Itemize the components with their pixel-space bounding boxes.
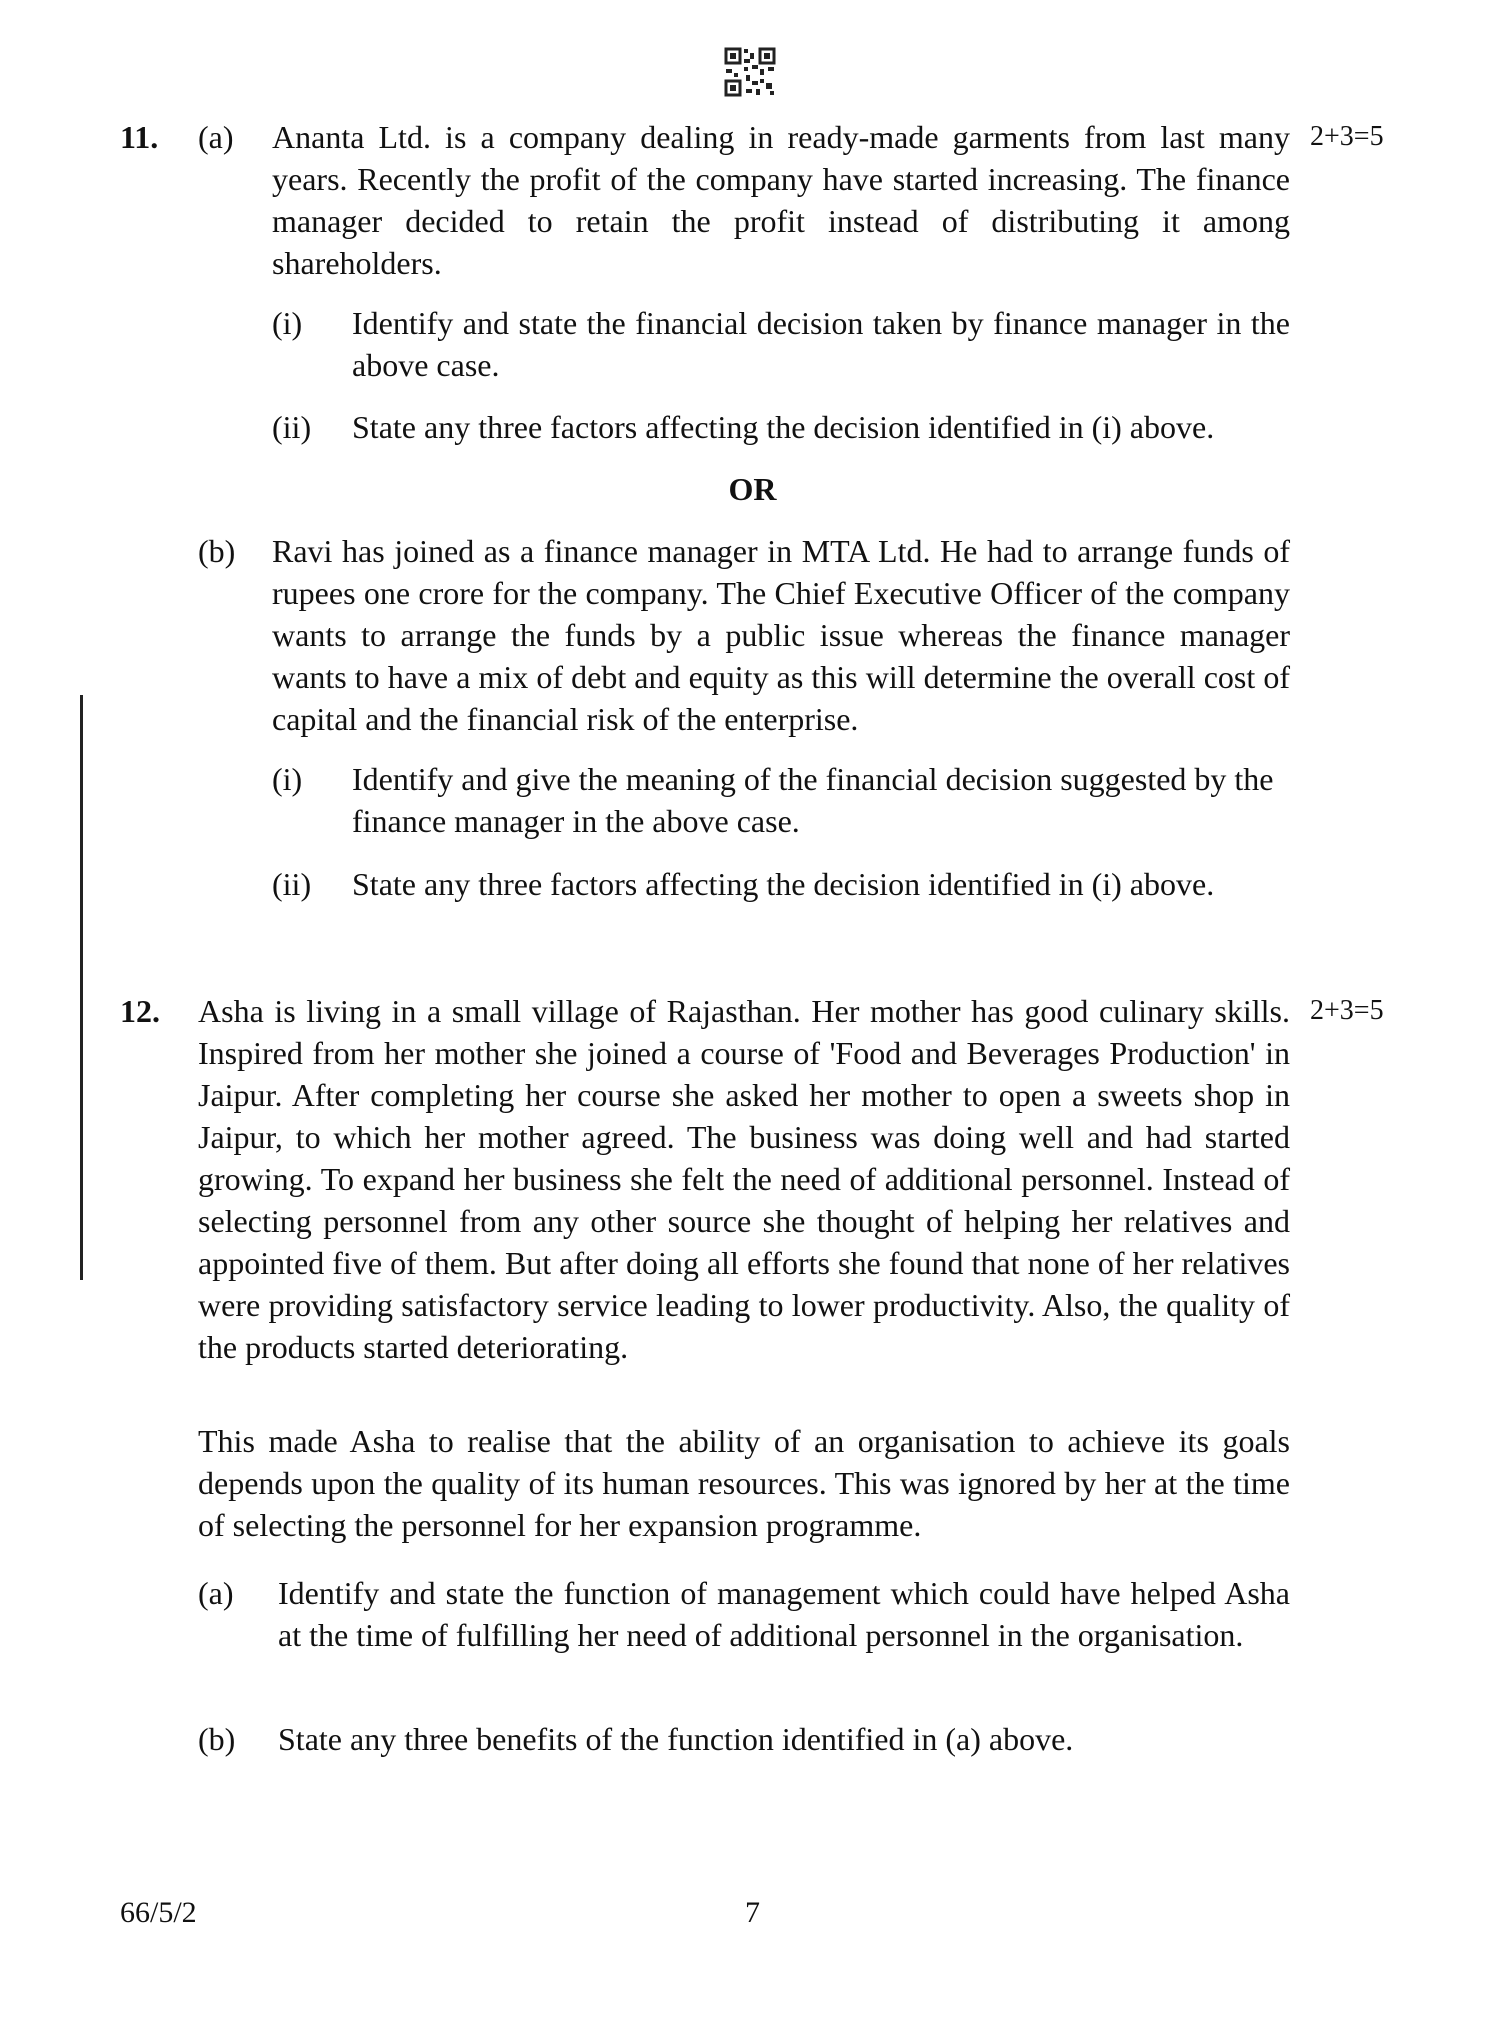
question-number: 12. [120, 993, 160, 1029]
case-paragraph-1: Asha is living in a small village of Rajasthan. Her mother has good culinary skills. Inspired from her mother she joined a course of 'Food and Beverages Production' in Jaipur. After completing her course she asked her mother to open a sweets shop in Jaipur, to which her mother agreed. The business was doing well and had started growing. To expand her business she felt the need of additional personnel. Instead of selecting personnel from any other source she thought of helping her relatives and appointed five of them. But after doing all efforts she found that none of her relatives were providing satisfactory service leading to lower productivity. Also, the quality of the products started deteriorating. [198, 993, 1290, 1365]
part-b-text: State any three benefits of the function identified in (a) above. [278, 1721, 1074, 1757]
subpart-i-label: (i) [272, 305, 303, 341]
subpart-i-text: Identify and give the meaning of the financial decision suggested by the finance manager in the above case. [352, 761, 1274, 839]
question-number: 11. [120, 119, 159, 155]
question-marks: 2+3=5 [1310, 121, 1384, 152]
part-a-text: Identify and state the function of management which could have helped Asha at the time of fulfilling her need of additional personnel in the organisation. [278, 1575, 1290, 1653]
subpart-i-label: (i) [272, 761, 303, 797]
part-b-text: Ravi has joined as a finance manager in MTA Ltd. He had to arrange funds of rupees one crore for the company. The Chief Executive Officer of the company wants to arrange the funds by a public issue whereas the finance manager wants to have a mix of debt and equity as this will determine the overall cost of capital and the financial risk of the enterprise. [272, 533, 1290, 737]
question-marks: 2+3=5 [1310, 995, 1384, 1026]
part-a-label: (a) [198, 119, 234, 155]
or-heading: OR [728, 471, 777, 507]
margin-bar [80, 695, 83, 1280]
subpart-ii-text: State any three factors affecting the decision identified in (i) above. [352, 409, 1215, 445]
paper-code: 66/5/2 [120, 1896, 197, 1929]
page-number: 7 [745, 1896, 760, 1929]
case-paragraph-2: This made Asha to realise that the ability of an organisation to achieve its goals depends upon the quality of its human resources. This was ignored by her at the time of selecting the personnel for her expansion programme. [198, 1423, 1290, 1543]
subpart-ii-label: (ii) [272, 866, 312, 902]
subpart-ii-label: (ii) [272, 409, 312, 445]
part-b-label: (b) [198, 533, 236, 569]
subpart-ii-text: State any three factors affecting the decision identified in (i) above. [352, 866, 1215, 902]
subpart-i-text: Identify and state the financial decision taken by finance manager in the above case. [352, 305, 1290, 383]
part-a-label: (a) [198, 1575, 234, 1611]
qr-code-icon [724, 47, 776, 97]
part-a-text: Ananta Ltd. is a company dealing in ready-made garments from last many years. Recently the profit of the company have started increasing. The finance manager decided to retain the profit instead of distributing it among shareholders. [272, 119, 1290, 281]
part-b-label: (b) [198, 1721, 236, 1757]
